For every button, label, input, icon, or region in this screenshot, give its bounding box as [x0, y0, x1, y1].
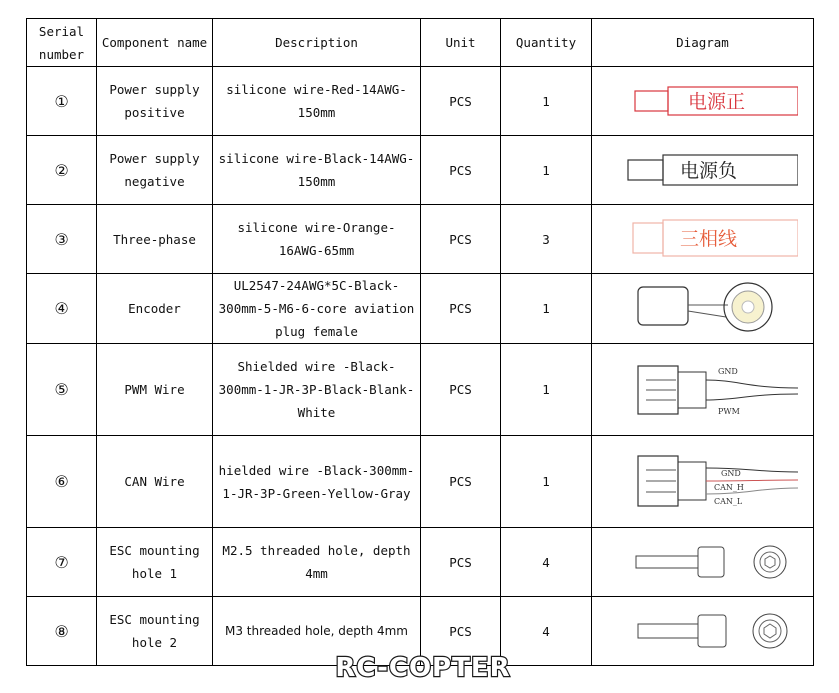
description-cell: hielded wire -Black-300mm-1-JR-3P-Green-Yellow-Gray	[213, 436, 421, 528]
table-row	[27, 528, 814, 597]
unit-cell: PCS	[421, 67, 501, 136]
quantity-cell: 1	[501, 136, 592, 205]
header-diagram: Diagram	[592, 19, 814, 67]
diagram-label: 电源正	[687, 91, 745, 113]
quantity-cell: 4	[501, 597, 592, 666]
header-component: Component name	[97, 19, 213, 67]
header-row	[27, 19, 814, 67]
serial-cell: ②	[27, 136, 97, 205]
component-cell: Three-phase	[97, 205, 213, 274]
description-cell: silicone wire-Red-14AWG-150mm	[213, 67, 421, 136]
quantity-cell: 1	[501, 436, 592, 528]
diagram-cell	[592, 274, 814, 344]
table-row	[27, 67, 814, 136]
description-cell: silicone wire-Orange-16AWG-65mm	[213, 205, 421, 274]
component-table	[26, 18, 814, 666]
diagram-label-pwm: PWM	[717, 406, 740, 416]
table-row	[27, 205, 814, 274]
aviation-plug-icon	[608, 277, 798, 341]
description-cell: UL2547-24AWG*5C-Black-300mm-5-M6-6-core aviation plug female	[213, 274, 421, 344]
unit-cell: PCS	[421, 528, 501, 597]
description-cell: M2.5 threaded hole, depth 4mm	[213, 528, 421, 597]
component-cell: Encoder	[97, 274, 213, 344]
orange-wire-diagram	[608, 217, 798, 261]
diagram-cell	[592, 597, 814, 666]
table-row	[27, 136, 814, 205]
unit-cell: PCS	[421, 274, 501, 344]
description-cell: Shielded wire -Black-300mm-1-JR-3P-Black-Blank-White	[213, 344, 421, 436]
unit-cell: PCS	[421, 205, 501, 274]
quantity-cell: 1	[501, 274, 592, 344]
table-row	[27, 436, 814, 528]
table-row	[27, 344, 814, 436]
description-cell: M3 threaded hole, depth 4mm	[213, 597, 421, 666]
quantity-cell: 4	[501, 528, 592, 597]
diagram-cell	[592, 67, 814, 136]
diagram-label: 三相线	[679, 228, 737, 250]
serial-cell: ③	[27, 205, 97, 274]
header-quantity: Quantity	[501, 19, 592, 67]
unit-cell: PCS	[421, 436, 501, 528]
black-wire-diagram	[608, 150, 798, 190]
watermark-text: RC-COPTER	[335, 653, 511, 682]
screw-icon	[608, 537, 798, 587]
quantity-cell: 3	[501, 205, 592, 274]
component-cell: CAN Wire	[97, 436, 213, 528]
diagram-cell	[592, 436, 814, 528]
serial-cell: ⑧	[27, 597, 97, 666]
serial-cell: ①	[27, 67, 97, 136]
component-cell: PWM Wire	[97, 344, 213, 436]
serial-cell: ⑥	[27, 436, 97, 528]
diagram-label-gnd: GND	[717, 366, 738, 376]
pwm-connector-icon	[608, 350, 798, 430]
red-wire-diagram	[608, 81, 798, 121]
serial-cell: ⑦	[27, 528, 97, 597]
rc-copter-logo	[318, 650, 528, 682]
diagram-cell	[592, 344, 814, 436]
serial-cell: ④	[27, 274, 97, 344]
diagram-label: 电源负	[679, 160, 737, 182]
quantity-cell: 1	[501, 67, 592, 136]
header-serial: Serial number	[27, 19, 97, 67]
can-connector-icon	[608, 442, 798, 522]
component-cell: Power supply negative	[97, 136, 213, 205]
component-cell: ESC mounting hole 1	[97, 528, 213, 597]
unit-cell: PCS	[421, 136, 501, 205]
diagram-label-can-h: CAN_H	[713, 482, 744, 492]
header-description: Description	[213, 19, 421, 67]
unit-cell: PCS	[421, 344, 501, 436]
diagram-label-gnd: GND	[720, 468, 741, 478]
unit-cell: PCS	[421, 597, 501, 666]
serial-cell: ⑤	[27, 344, 97, 436]
header-unit: Unit	[421, 19, 501, 67]
table-row	[27, 274, 814, 344]
diagram-label-can-l: CAN_L	[713, 496, 742, 506]
component-cell: ESC mounting hole 2	[97, 597, 213, 666]
screw-icon	[608, 606, 798, 656]
quantity-cell: 1	[501, 344, 592, 436]
diagram-cell	[592, 528, 814, 597]
diagram-cell	[592, 205, 814, 274]
description-cell: silicone wire-Black-14AWG-150mm	[213, 136, 421, 205]
component-cell: Power supply positive	[97, 67, 213, 136]
diagram-cell	[592, 136, 814, 205]
